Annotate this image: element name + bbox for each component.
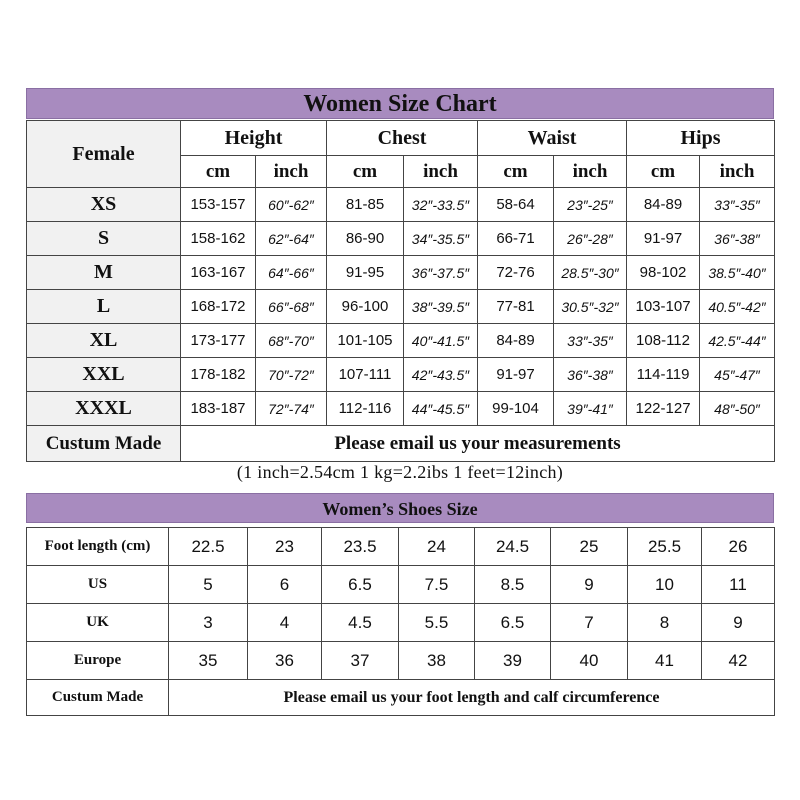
chest-cm-cell: 91-95 [327,256,404,290]
hips-cm-cell: 114-119 [627,358,700,392]
waist-cm-cell: 84-89 [478,324,554,358]
height-inch-cell: 72″-74″ [256,392,327,426]
height-cm-cell: 183-187 [181,392,256,426]
chest-cm-cell: 81-85 [327,188,404,222]
hips-cm-cell: 91-97 [627,222,700,256]
size-chart-table [26,120,775,462]
unit-inch-header: inch [256,156,327,188]
unit-inch-header: inch [404,156,478,188]
waist-inch-cell: 30.5″-32″ [554,290,627,324]
shoe-size-cell: 41 [628,642,702,680]
chest-inch-cell: 44″-45.5″ [404,392,478,426]
waist-cm-cell: 58-64 [478,188,554,222]
shoe-size-cell: 26 [702,528,775,566]
shoe-size-cell: 24 [399,528,475,566]
chest-cm-cell: 86-90 [327,222,404,256]
shoe-size-cell: 6 [248,566,322,604]
shoe-row-label: Europe [27,642,169,680]
shoe-size-cell: 39 [475,642,551,680]
height-cm-cell: 168-172 [181,290,256,324]
size-label: XL [27,324,181,358]
waist-inch-cell: 23″-25″ [554,188,627,222]
shoe-size-cell: 24.5 [475,528,551,566]
shoe-size-cell: 23.5 [322,528,399,566]
chest-inch-cell: 34″-35.5″ [404,222,478,256]
shoe-size-cell: 25.5 [628,528,702,566]
shoe-row-label: UK [27,604,169,642]
shoe-custom-text: Please email us your foot length and calf circumference [169,680,775,716]
shoe-row-label: US [27,566,169,604]
shoe-size-cell: 42 [702,642,775,680]
table-row [27,324,775,358]
shoe-custom-label: Custum Made [27,680,169,716]
hips-inch-cell: 38.5″-40″ [700,256,775,290]
chest-cm-cell: 96-100 [327,290,404,324]
height-cm-cell: 173-177 [181,324,256,358]
unit-inch-header: inch [700,156,775,188]
hips-cm-cell: 98-102 [627,256,700,290]
unit-cm-header: cm [627,156,700,188]
waist-inch-cell: 33″-35″ [554,324,627,358]
shoe-size-cell: 8 [628,604,702,642]
table-row [27,188,775,222]
chest-inch-cell: 40″-41.5″ [404,324,478,358]
height-inch-cell: 70″-72″ [256,358,327,392]
chest-cm-cell: 112-116 [327,392,404,426]
unit-cm-header: cm [181,156,256,188]
table-row [27,566,775,604]
waist-inch-cell: 28.5″-30″ [554,256,627,290]
height-cm-cell: 163-167 [181,256,256,290]
chest-inch-cell: 36″-37.5″ [404,256,478,290]
chest-cm-cell: 101-105 [327,324,404,358]
shoe-size-cell: 8.5 [475,566,551,604]
table-row [27,358,775,392]
shoe-size-cell: 35 [169,642,248,680]
chest-inch-cell: 32″-33.5″ [404,188,478,222]
table-row [27,642,775,680]
shoe-row-label: Foot length (cm) [27,528,169,566]
shoe-size-cell: 22.5 [169,528,248,566]
size-custom-text: Please email us your measurements [181,426,775,462]
hips-inch-cell: 45″-47″ [700,358,775,392]
table-row [27,392,775,426]
shoe-size-cell: 7.5 [399,566,475,604]
size-label: L [27,290,181,324]
waist-inch-cell: 26″-28″ [554,222,627,256]
table-row [27,256,775,290]
hips-header: Hips [627,121,775,156]
waist-cm-cell: 99-104 [478,392,554,426]
table-row [27,222,775,256]
hips-inch-cell: 33″-35″ [700,188,775,222]
height-inch-cell: 66″-68″ [256,290,327,324]
shoe-size-cell: 6.5 [322,566,399,604]
table-row [27,290,775,324]
chest-cm-cell: 107-111 [327,358,404,392]
shoe-size-cell: 36 [248,642,322,680]
shoe-size-cell: 23 [248,528,322,566]
shoe-chart-table [26,527,775,716]
shoe-size-cell: 11 [702,566,775,604]
height-inch-cell: 68″-70″ [256,324,327,358]
size-label: XXXL [27,392,181,426]
shoe-size-cell: 9 [702,604,775,642]
shoe-size-cell: 9 [551,566,628,604]
waist-cm-cell: 66-71 [478,222,554,256]
hips-inch-cell: 48″-50″ [700,392,775,426]
hips-cm-cell: 103-107 [627,290,700,324]
shoe-size-cell: 25 [551,528,628,566]
shoe-size-cell: 7 [551,604,628,642]
waist-cm-cell: 91-97 [478,358,554,392]
size-label: XXL [27,358,181,392]
conversion-note: (1 inch=2.54cm 1 kg=2.2ibs 1 feet=12inch) [236,462,564,482]
height-header: Height [181,121,327,156]
waist-cm-cell: 72-76 [478,256,554,290]
female-header: Female [27,121,181,188]
hips-inch-cell: 40.5″-42″ [700,290,775,324]
height-cm-cell: 178-182 [181,358,256,392]
size-chart-title: Women Size Chart [26,88,774,119]
shoe-size-cell: 4 [248,604,322,642]
chest-inch-cell: 42″-43.5″ [404,358,478,392]
shoe-size-cell: 6.5 [475,604,551,642]
unit-inch-header: inch [554,156,627,188]
shoe-size-cell: 3 [169,604,248,642]
size-label: XS [27,188,181,222]
chest-inch-cell: 38″-39.5″ [404,290,478,324]
height-cm-cell: 158-162 [181,222,256,256]
shoe-size-cell: 37 [322,642,399,680]
waist-inch-cell: 39″-41″ [554,392,627,426]
height-inch-cell: 62″-64″ [256,222,327,256]
shoe-size-cell: 5 [169,566,248,604]
table-row [27,528,775,566]
height-cm-cell: 153-157 [181,188,256,222]
hips-cm-cell: 84-89 [627,188,700,222]
chest-header: Chest [327,121,478,156]
height-inch-cell: 60″-62″ [256,188,327,222]
size-label: S [27,222,181,256]
unit-cm-header: cm [327,156,404,188]
shoe-chart-title: Women’s Shoes Size [26,493,774,523]
waist-header: Waist [478,121,627,156]
hips-inch-cell: 36″-38″ [700,222,775,256]
shoe-size-cell: 40 [551,642,628,680]
hips-inch-cell: 42.5″-44″ [700,324,775,358]
unit-cm-header: cm [478,156,554,188]
table-row [27,604,775,642]
size-label: M [27,256,181,290]
shoe-size-cell: 38 [399,642,475,680]
waist-inch-cell: 36″-38″ [554,358,627,392]
hips-cm-cell: 108-112 [627,324,700,358]
hips-cm-cell: 122-127 [627,392,700,426]
size-custom-label: Custum Made [27,426,181,462]
shoe-size-cell: 5.5 [399,604,475,642]
shoe-size-cell: 10 [628,566,702,604]
shoe-size-cell: 4.5 [322,604,399,642]
height-inch-cell: 64″-66″ [256,256,327,290]
waist-cm-cell: 77-81 [478,290,554,324]
